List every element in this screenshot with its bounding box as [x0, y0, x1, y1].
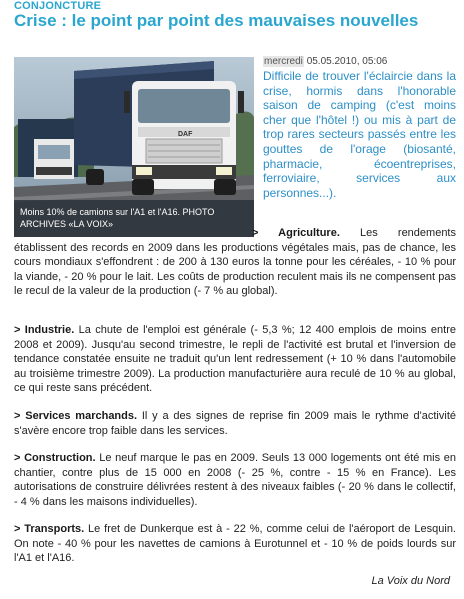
section-text: Le neuf marque le pas en 2009. Seuls 13 000 logements ont été mis en chantier, contre plus de 15 000 en 2008 (- 25 %, contre - 15 % en France). Les autorisations de construire délivrées restent à des niveaux faibles (- 20 % dans le collectif, - 4 % dans les maisons individuelles).: [14, 452, 456, 508]
section-label: > Industrie.: [14, 324, 75, 336]
article-datetime: 05.05.2010, 05:06: [306, 56, 388, 67]
article-date: [263, 56, 387, 67]
section-label: > Transports.: [14, 523, 85, 535]
rubric: CONJONCTURE: [14, 0, 102, 12]
article-source: La Voix du Nord: [371, 575, 450, 587]
article-lead: Difficile de trouver l'éclaircie dans la crise, hormis dans l'honorable saison de camping (c'est moins cher que l'hôtel !) ou mis à part de trop rares secteurs passés entre les gouttes de l'orage (biosanté, pharmacie, écoentreprises, ferroviaire, services aux personnes...).: [263, 69, 456, 200]
article-day: mercredi: [264, 56, 303, 67]
section-text: Il y a des signes de reprise fin 2009 mais le rythme d'activité s'avère encore trop faible dans les services.: [14, 410, 456, 437]
section-transports: [14, 522, 456, 566]
section-industrie: [14, 323, 456, 396]
section-construction: [14, 451, 456, 509]
section-text: La chute de l'emploi est générale (- 5,3 %; 12 400 emplois de moins entre 2008 et 2009). Jusqu'au second trimestre, le repli de l'activité est brutal et l'inversion de tendance constatée ensuite ne traduit qu'un lent redressement (+ 10 % dans l'automobile au troisième trimestre 2009). La production manufacturière aura reculé de 10 % au global, ce qui reste sans précédent.: [14, 324, 456, 395]
section-label: > Construction.: [14, 452, 96, 464]
photo-caption: Moins 10% de camions sur l'A1 et l'A16. PHOTO ARCHIVES «LA VOIX»: [14, 200, 254, 237]
section-services: [14, 409, 456, 438]
article-photo: [14, 57, 254, 237]
article-title: Crise : le point par point des mauvaises nouvelles: [14, 11, 419, 30]
section-agriculture: [14, 226, 456, 299]
section-label: > Services marchands.: [14, 410, 138, 422]
section-label: > Agriculture.: [252, 227, 340, 239]
section-text: Les rendements établissent des records en 2009 dans les productions végétales mais, pas de chance, les cours mondiaux s'effondrent : de 200 à 130 euros la tonne pour les céréales, - 10 % pour la viande, - 20 % pour le lait. Les coûts de production reculent mais ils ne compensent pas le recul de la valeur de la production (- 7 % au global).: [14, 227, 456, 298]
section-text: Le fret de Dunkerque est à - 22 %, comme celui de l'aéroport de Lesquin. On note - 40 % pour les navettes de camions à Eurotunnel et - 10 % de poids lourds sur l'A1 et l'A16.: [14, 523, 456, 565]
truck-brand: DAF: [178, 131, 193, 138]
